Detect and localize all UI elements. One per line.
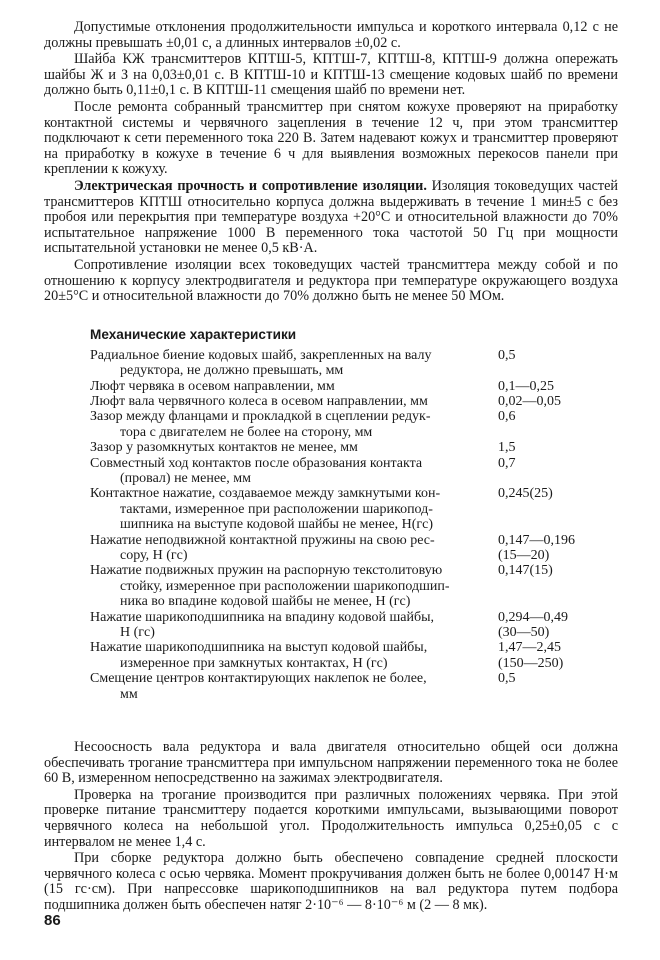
- spec-row: [90, 440, 610, 455]
- spec-value-line: (30—50): [498, 625, 550, 640]
- spec-value-line: 0,294—0,49: [498, 609, 568, 625]
- spec-label-line: стойку, измеренное при расположении шарикоподшип-: [120, 578, 450, 594]
- spec-row: [90, 671, 610, 702]
- spec-label-line: Люфт вала червячного колеса в осевом направлении, мм: [90, 393, 428, 409]
- spec-label-line: (провал) не менее, мм: [120, 470, 251, 486]
- paragraph-disc-offset: Шайба КЖ трансмиттеров КПТШ-5, КПТШ-7, КПТШ-8, КПТШ-9 должна опережать шайбы Ж и З на 0,03±0,01 с. В КПТШ-10 и КПТШ-13 смещение кодовых шайб по времени должно быть 0,11±0,1 с. В КПТШ-11 смещения шайб по времени нет.: [44, 51, 618, 99]
- paragraph-start-check: Проверка на трогание производится при различных положениях червяка. При этой проверке питание трансмиттеру подается короткими импульсами, вызывающими поворот червячного колеса на небольшой угол. Продолжительность импульса 0,25±0,05 с с интервалом не менее 1,4 с.: [44, 786, 618, 850]
- spec-row: [90, 640, 610, 671]
- spec-row: [90, 610, 610, 641]
- spec-value-line: 0,6: [498, 409, 516, 425]
- insulation-text: Изоляция токоведущих частей трансмиттеров КПТШ относительно корпуса должна выдерживать в течение 1 мин±5 с без пробоя или перекрытия при температуре воздуха +20°С и относительной влажности до 70% испытательное напряжение 1000 В переменного тока частотой 50 Гц при мощности испытательной установки не менее 0,5 кВ·А.: [44, 177, 618, 257]
- spec-label-line: Нажатие неподвижной контактной пружины на свою рес-: [90, 532, 435, 548]
- spec-value: [490, 640, 610, 671]
- spec-value-line: 0,7: [498, 455, 516, 471]
- spec-value-line: 0,5: [498, 347, 516, 363]
- spec-value-line: 0,147(15): [498, 563, 553, 579]
- spec-label: [90, 348, 490, 379]
- spec-label: [90, 533, 490, 564]
- spec-label: [90, 379, 490, 394]
- page-content: [44, 20, 618, 914]
- spec-value-line: (15—20): [498, 547, 550, 563]
- spec-value-line: 1,5: [498, 440, 516, 456]
- paragraph-pulse-tolerance: Допустимые отклонения продолжительности импульса и короткого интервала 0,12 с не должны превышать ±0,01 с, а длинных интервалов ±0,02 с.: [44, 19, 618, 51]
- spec-label-line: Контактное нажатие, создаваемое между замкнутыми кон-: [90, 486, 441, 502]
- spec-value: [490, 440, 610, 455]
- spec-label: [90, 640, 490, 671]
- spec-row: [90, 563, 610, 609]
- insulation-heading: Электрическая прочность и сопротивление изоляции.: [74, 177, 427, 194]
- spec-label-line: Люфт червяка в осевом направлении, мм: [90, 378, 335, 394]
- spec-label-line: шипника на выступе кодовой шайбы не менее, Н(гс): [120, 517, 434, 533]
- spec-row: [90, 348, 610, 379]
- spec-label-line: тора с двигателем не более на сторону, мм: [120, 424, 373, 440]
- spec-label-line: Совместный ход контактов после образования контакта: [90, 455, 423, 471]
- spec-value: [490, 456, 610, 487]
- spec-label: [90, 456, 490, 487]
- spec-label-line: Нажатие шарикоподшипника на впадину кодовой шайбы,: [90, 609, 434, 625]
- spec-value: [490, 610, 610, 641]
- spec-value-line: 0,1—0,25: [498, 378, 554, 394]
- spec-label-line: Нажатие шарикоподшипника на выступ кодовой шайбы,: [90, 640, 428, 656]
- spec-label: [90, 486, 490, 532]
- spec-value-line: 0,5: [498, 671, 516, 687]
- spec-label-line: сору, Н (гс): [120, 547, 188, 563]
- spec-value-line: (150—250): [498, 655, 564, 671]
- paragraph-resistance: Сопротивление изоляции всех токоведущих частей трансмиттера между собой и по отношению к корпусу электродвигателя и редуктора при температуре окружающего воздуха 20±5°С и относительной влажности до 70% должно быть не менее 50 МОм.: [44, 256, 618, 305]
- spec-value: [490, 394, 610, 409]
- spec-value-line: 0,147—0,196: [498, 532, 575, 548]
- paragraph-assembly: При сборке редуктора должно быть обеспечено совпадение средней плоскости червячного колеса с осью червяка. Момент прокручивания должен быть не более 0,00147 Н·м (15 гс·см). При напрессовке шарикоподшипников на вал редуктора путем подбора подшипника должен быть обеспечен натяг 2·10⁻⁶ — 8·10⁻⁶ м (2 — 8 мк).: [44, 850, 618, 913]
- spec-label: [90, 409, 490, 440]
- spec-value: [490, 486, 610, 532]
- spec-label-line: мм: [120, 686, 138, 702]
- spec-label: [90, 440, 490, 455]
- page-number: 86: [44, 912, 61, 929]
- spec-value-line: 1,47—2,45: [498, 640, 561, 656]
- section-title: Механические характеристики: [90, 326, 297, 342]
- spec-label: [90, 394, 490, 409]
- spec-row: [90, 379, 610, 394]
- spec-label-line: Н (гс): [120, 625, 155, 640]
- spec-value: [490, 379, 610, 394]
- spec-label-line: тактами, измеренное при расположении шарикопод-: [120, 501, 433, 517]
- spec-value: [490, 409, 610, 440]
- spec-row: [90, 394, 610, 409]
- paragraph-insulation: [44, 179, 618, 257]
- spec-label-line: Нажатие подвижных пружин на распорную текстолитовую: [90, 563, 443, 579]
- paragraph-run-in: После ремонта собранный трансмиттер при снятом кожухе проверяют на приработку контактной системы и червячного зацепления в течение 12 ч, при этом трансмиттер подключают к сети переменного тока 220 В. Затем надевают кожух и трансмиттер проверяют на приработку в кожухе в течение 6 ч для выявления возможных перекосов панели при креплении к кожуху.: [44, 98, 618, 178]
- spec-value: [490, 671, 610, 702]
- spec-row: [90, 456, 610, 487]
- spec-value: [490, 533, 610, 564]
- spec-label-line: измеренное при замкнутых контактах, Н (гс): [120, 655, 388, 671]
- spec-label-line: Зазор у разомкнутых контактов не менее, мм: [90, 440, 358, 456]
- spec-label-line: Зазор между фланцами и прокладкой в сцеплении редук-: [90, 409, 431, 425]
- spec-value: [490, 348, 610, 379]
- spec-list: [90, 348, 610, 702]
- spec-value-line: 0,02—0,05: [498, 393, 561, 409]
- spec-label: [90, 610, 490, 641]
- spec-row: [90, 409, 610, 440]
- spec-label: [90, 671, 490, 702]
- spec-label: [90, 563, 490, 609]
- spec-label-line: Радиальное биение кодовых шайб, закрепленных на валу: [90, 347, 432, 363]
- spec-label-line: редуктора, не должно превышать, мм: [120, 363, 344, 379]
- paragraph-misalignment: Несоосность вала редуктора и вала двигателя относительно общей оси должна обеспечивать трогание трансмиттера при импульсном напряжении переменного тока не более 60 В, измеренном непосредственно на зажимах электродвигателя.: [44, 739, 618, 787]
- spec-value-line: 0,245(25): [498, 486, 553, 502]
- spec-label-line: Смещение центров контактирующих наклепок не более,: [90, 671, 427, 687]
- spec-value: [490, 563, 610, 609]
- spec-row: [90, 486, 610, 532]
- spec-row: [90, 533, 610, 564]
- spec-label-line: ника во впадине кодовой шайбы не менее, Н (гс): [120, 594, 411, 610]
